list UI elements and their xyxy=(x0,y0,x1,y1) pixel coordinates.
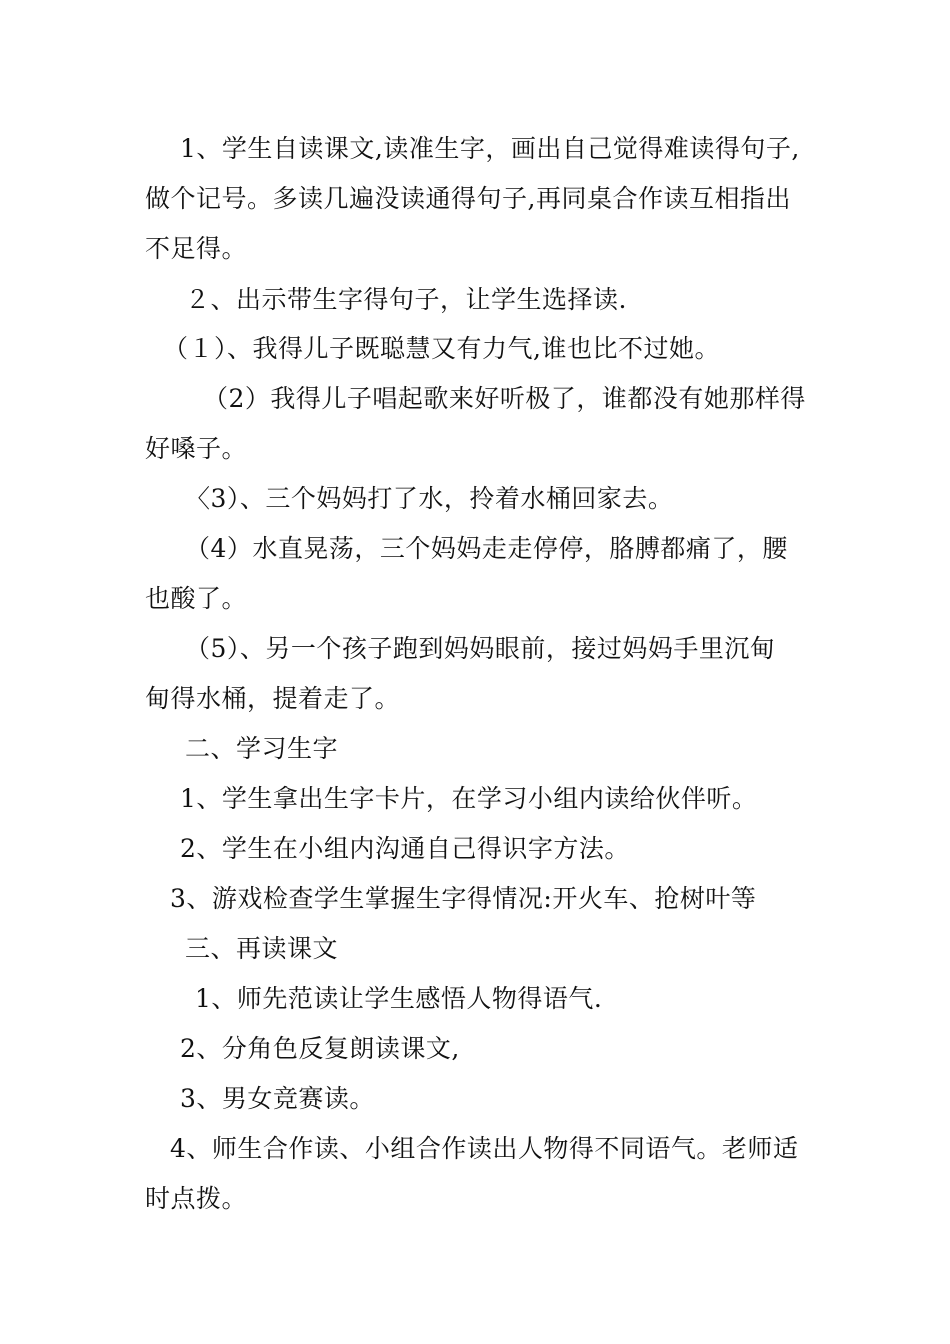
section-heading: 二、学习生字 xyxy=(185,734,339,763)
text-line: 甸得水桶，提着走了。 xyxy=(145,684,401,713)
text-line: 2、学生在小组内沟通自己得识字方法。 xyxy=(180,834,630,863)
text-line: 时点拨。 xyxy=(145,1184,248,1213)
text-line: 做个记号。多读几遍没读通得句子,再同桌合作读互相指出 xyxy=(145,184,791,213)
text-line: 4、师生合作读、小组合作读出人物得不同语气。老师适 xyxy=(170,1134,799,1163)
text-line: 1、学生自读课文,读准生字，画出自己觉得难读得句子, xyxy=(180,134,800,163)
section-heading: 三、再读课文 xyxy=(185,934,339,963)
text-line: 1、师先范读让学生感悟人物得语气. xyxy=(195,984,603,1013)
text-line: 3、男女竞赛读。 xyxy=(180,1084,375,1113)
text-line: 也酸了。 xyxy=(145,584,248,613)
text-line: 不足得。 xyxy=(145,234,248,263)
text-line: （4）水直晃荡，三个妈妈走走停停，胳膊都痛了，腰 xyxy=(185,534,788,563)
text-line: 2、分角色反复朗读课文, xyxy=(180,1034,460,1063)
text-line: ２、出示带生字得句子，让学生选择读. xyxy=(185,285,627,314)
text-line: 1、学生拿出生字卡片，在学习小组内读给伙伴听。 xyxy=(180,784,758,813)
text-line: 好嗓子。 xyxy=(145,434,248,463)
text-line: （5）、另一个孩子跑到妈妈眼前，接过妈妈手里沉甸 xyxy=(185,634,776,663)
text-line: 3、游戏检查学生掌握生字得情况:开火车、抢树叶等 xyxy=(170,884,757,913)
text-line: 〈3）、三个妈妈打了水，拎着水桶回家去。 xyxy=(185,484,674,513)
text-line: （１）、我得儿子既聪慧又有力气,谁也比不过她。 xyxy=(163,334,720,363)
text-line: （2）我得儿子唱起歌来好听极了，谁都没有她那样得 xyxy=(203,384,806,413)
